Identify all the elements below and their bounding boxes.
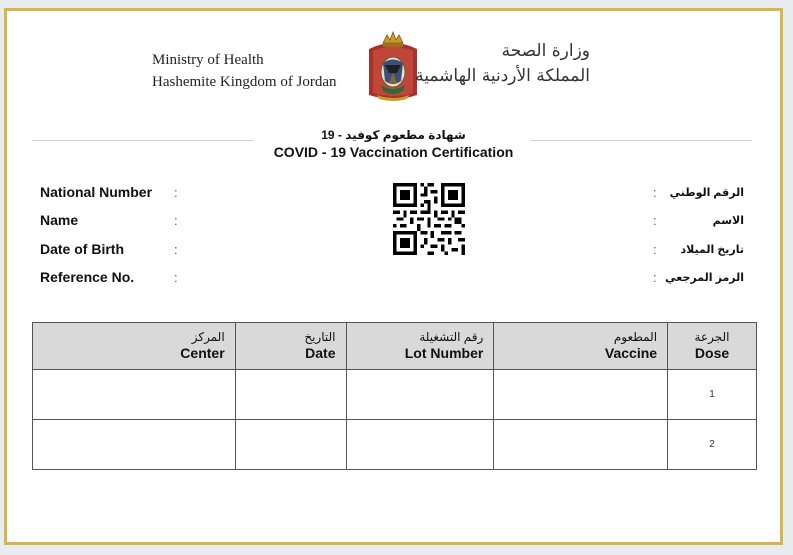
national-number-label: National Number bbox=[40, 184, 153, 200]
column-header-english: Date bbox=[305, 345, 336, 361]
column-header-arabic: الجرعة bbox=[694, 330, 730, 344]
column-header-center bbox=[33, 323, 236, 370]
qr-code-icon bbox=[393, 183, 465, 255]
ministry-name-arabic bbox=[415, 39, 590, 89]
center-cell bbox=[33, 420, 236, 470]
vaccination-table bbox=[32, 322, 757, 470]
colon: : bbox=[653, 185, 657, 200]
table-row bbox=[33, 420, 757, 470]
name-label-arabic: الاسم bbox=[712, 215, 744, 227]
ministry-en-line2: Hashemite Kingdom of Jordan bbox=[152, 74, 337, 90]
reference-number-label-arabic: الرمز المرجعي bbox=[665, 272, 744, 284]
certificate-title-english: COVID - 19 Vaccination Certification bbox=[273, 144, 514, 160]
ministry-en-line1: Ministry of Health bbox=[152, 52, 264, 68]
dose-cell: 1 bbox=[668, 370, 757, 420]
column-header-vaccine bbox=[494, 323, 668, 370]
table-row bbox=[33, 370, 757, 420]
colon: : bbox=[653, 270, 657, 285]
column-header-english: Vaccine bbox=[604, 345, 658, 361]
date-cell bbox=[235, 420, 346, 470]
colon: : bbox=[174, 185, 178, 200]
jordan-coat-of-arms-icon bbox=[363, 29, 423, 105]
ministry-ar-line1: وزارة الصحة bbox=[501, 41, 590, 61]
column-header-date bbox=[235, 323, 346, 370]
center-cell bbox=[33, 370, 236, 420]
column-header-english: Lot Number bbox=[404, 345, 484, 361]
vaccine-cell bbox=[494, 370, 668, 420]
column-header-arabic: المركز bbox=[191, 330, 225, 344]
lot-number-cell bbox=[346, 420, 494, 470]
column-header-dose bbox=[668, 323, 757, 370]
colon: : bbox=[653, 213, 657, 228]
vaccine-cell bbox=[494, 420, 668, 470]
column-header-lot-number bbox=[346, 323, 494, 370]
date-cell bbox=[235, 370, 346, 420]
certificate-title-arabic: شهادة مطعوم كوفيد - 19 bbox=[321, 128, 466, 142]
table-header-row bbox=[33, 323, 757, 370]
ministry-ar-line2: المملكة الأردنية الهاشمية bbox=[415, 66, 590, 86]
lot-number-cell bbox=[346, 370, 494, 420]
colon: : bbox=[174, 213, 178, 228]
date-of-birth-label: Date of Birth bbox=[40, 241, 124, 257]
name-label: Name bbox=[40, 212, 79, 228]
certificate-frame bbox=[4, 8, 783, 545]
national-number-label-arabic: الرقم الوطني bbox=[669, 187, 744, 199]
ministry-name-english bbox=[152, 49, 337, 93]
colon: : bbox=[174, 242, 178, 257]
reference-number-label: Reference No. bbox=[40, 269, 135, 285]
column-header-english: Center bbox=[180, 345, 225, 361]
column-header-arabic: المطعوم bbox=[613, 330, 658, 344]
dose-cell: 2 bbox=[668, 420, 757, 470]
colon: : bbox=[653, 242, 657, 257]
column-header-arabic: رقم التشغيلة bbox=[419, 330, 484, 344]
date-of-birth-label-arabic: تاريخ الميلاد bbox=[680, 244, 744, 256]
colon: : bbox=[174, 270, 178, 285]
column-header-arabic: التاريخ bbox=[304, 330, 336, 344]
column-header-english: Dose bbox=[694, 345, 730, 361]
